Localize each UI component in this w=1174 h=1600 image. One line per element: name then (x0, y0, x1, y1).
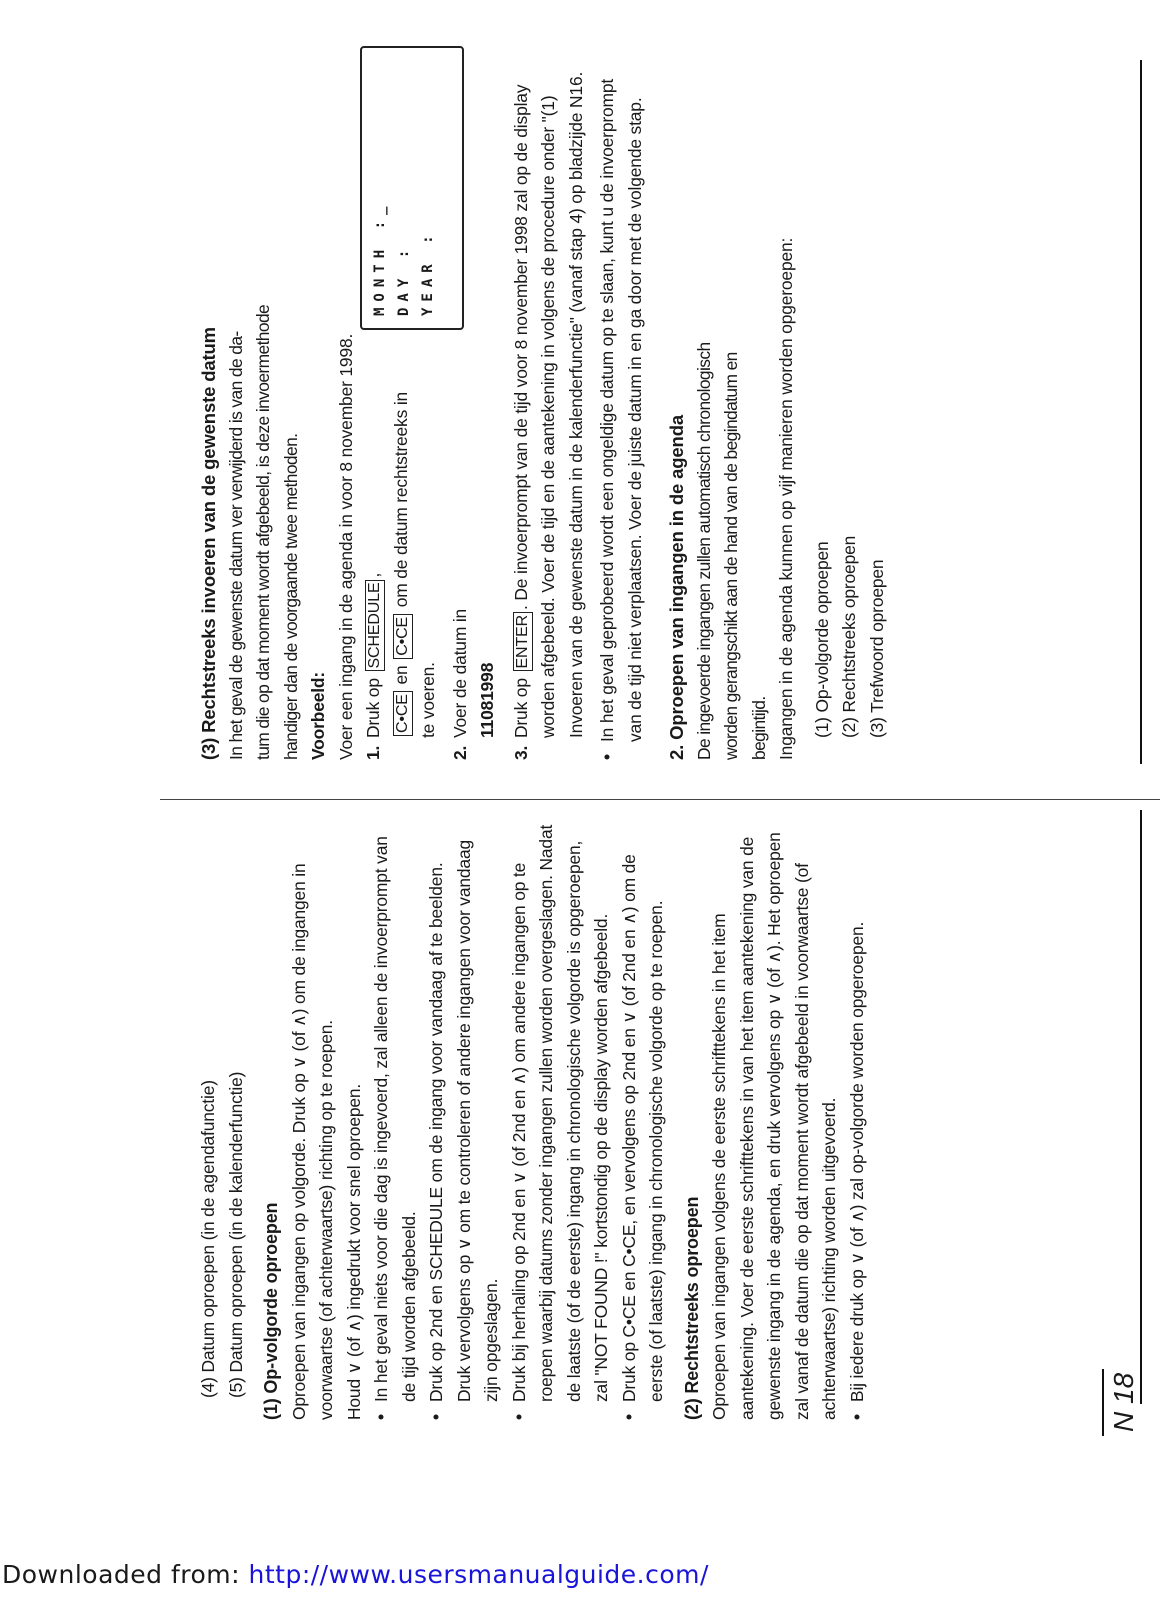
enter-key: ENTER (513, 612, 533, 671)
step-1-number: 1. (363, 745, 383, 760)
bullet-today: • Druk op 2nd en SCHEDULE om de ingang voor vandaag af te beelden. Druk vervolgens op ∨ om te controleren of andere ingangen voor vandaag zijn opgeslagen. (423, 824, 506, 1420)
section-2-line-2: worden gerangschikt aan de hand van de begindatum en (721, 352, 741, 760)
lcd-day-line: DAY : (396, 243, 412, 316)
cce-key-2: C•CE (393, 614, 413, 659)
method-list-a (809, 60, 892, 760)
subsection-2-heading: (2) Rechtstreeks oproepen (681, 1196, 702, 1420)
subsection-1-hold-text: Houd ∨ (of ∧) ingedrukt voor snel oproepen. (343, 1083, 364, 1420)
step-1-text-c: en (390, 665, 411, 685)
step-3-number: 3. (510, 745, 531, 760)
section-2-heading: 2. Oproepen van ingangen in de agenda (666, 415, 687, 760)
column-rule-right (1140, 810, 1142, 1404)
lcd-display (360, 46, 464, 330)
step-2-date-value: 11081998 (477, 662, 497, 738)
bullet-icon: • (597, 754, 617, 760)
bullet-each-press: • Bij iedere druk op ∨ (of ∧) zal op-volgorde worden opgeroepen. (844, 824, 872, 1420)
page-number: N 18 (1108, 1372, 1139, 1432)
bullet-invalid-date (594, 60, 649, 760)
subsection-1-paragraph: Oproepen van ingangen op volgorde. Druk op ∨ (of ∧) om de ingangen in voorwaartse (of achterwaartse) richting op te roepen. (288, 863, 336, 1420)
column-rule-left (1140, 60, 1142, 764)
schedule-key: SCHEDULE (365, 580, 385, 672)
bullet-today-text: Druk op 2nd en SCHEDULE om de ingang voor vandaag af te beelden. Druk vervolgens op ∨ om te controleren of andere ingangen voor vandaag zijn opgeslagen. (426, 840, 501, 1402)
step-1-text-d: om de datum rechtstreeks in te voeren. (390, 391, 438, 738)
step-2 (447, 380, 502, 760)
center-fold-line (160, 799, 1160, 800)
step-2-number: 2. (449, 745, 470, 760)
bullet-repeat-text: Druk bij herhaling op 2nd en ∨ (of 2nd en ∧) om andere ingangen op te roepen waarbij datums zonder ingangen zullen worden overgeslagen. Nadat de laatste (of de eerste) ingang in chronologische volgorde is opgeroepen, zal "NOT FOUND !" kortstondig op de display worden afgebeeld. (508, 824, 611, 1402)
bullet-first-last-text: Druk op C•CE en C•CE, en vervolgens op 2nd en ∨ (of 2nd en ∧) om de eerste (of laatste) ingang in chronologische volgorde op te roepen. (618, 854, 666, 1402)
step-3-text-b: . De invoerprompt van de tijd voor 8 november 1998 zal op de display worden afgebeeld. Voer de tijd en de aantekening in volgens de procedure onder "(1) Invoeren van de gewenste datum in de kalenderfunctie" (vanaf stap 4) op bladzijde N16. (510, 71, 586, 738)
method-item-5: (5) Datum oproepen (in de kalenderfunctie) (225, 1071, 246, 1398)
footer-label: Downloaded from: (2, 1560, 249, 1589)
example-label: Voorbeeld: (308, 671, 328, 760)
bullet-nothing-entered: • In het geval niets voor die dag is ingevoerd, zal alleen de invoerprompt van de tijd worden afgebeeld. (368, 824, 423, 1420)
method-item-4: (4) Datum oproepen (in de agendafunctie) (198, 1080, 218, 1398)
footer-link[interactable]: http://www.usersmanualguide.com/ (248, 1560, 709, 1589)
method-item-3: (3) Trefwoord oproepen (866, 559, 887, 738)
section-heading-direct-entry: (3) Rechtstreeks invoeren van de gewenste datum (198, 327, 219, 760)
subsection-2-paragraph: Oproepen van ingangen volgens de eerste schrifttekens in het item aantekening. Voer de eerste schrifttekens in van het item aantekening van de gewenste ingang in de agenda, en druk vervolgens op ∨ (of ∧). Het oproepen zal vanaf de datum die op dat moment wordt afgebeeld in voorwaartse (of achterwaartse) richting worden uitgevoerd. (709, 832, 839, 1420)
left-column (195, 60, 891, 760)
subsection-1-heading: (1) Op-volgorde oproepen (261, 1202, 281, 1420)
step-2-text: Voer de datum in (449, 608, 470, 738)
method-item-1: (1) Op-volgorde oproepen (811, 541, 832, 738)
cce-key-1: C•CE (393, 691, 413, 736)
bullet-repeat: • Druk bij herhaling op 2nd en ∨ (of 2nd en ∧) om andere ingangen op te roepen waarbij datums zonder ingangen zullen worden overgeslagen. Nadat de laatste (of de eerste) ingang in chronologische volgorde is opgeroepen, zal "NOT FOUND !" kortstondig op de display worden afgebeeld. (506, 824, 616, 1420)
method-item-2: (2) Rechtstreeks oproepen (839, 535, 859, 738)
right-column (195, 824, 871, 1420)
intro-line-2: tum die op dat moment wordt afgebeeld, is deze invoermethode (253, 304, 273, 760)
step-1-text-a: Druk op (363, 678, 383, 738)
download-footer (2, 1560, 709, 1589)
bullet-nothing-entered-text: In het geval niets voor die dag is ingevoerd, zal alleen de invoerprompt van de tijd worden afgebeeld. (371, 836, 419, 1402)
step-1 (360, 380, 443, 760)
section-2-line-3: begintijd. (748, 696, 769, 760)
lcd-month-line: MONTH :_ (372, 200, 388, 316)
example-text: Voer een ingang in de agenda in voor 8 november 1998. (335, 333, 356, 760)
section-2-line-1: De ingevoerde ingangen zullen automatisch chronologisch (693, 342, 714, 760)
section-2-paragraph-2: Ingangen in de agenda kunnen op vijf manieren worden opgeroepen: (776, 237, 796, 760)
intro-line-3: handiger dan de voorgaande twee methoden. (280, 433, 301, 760)
lcd-year-line: YEAR : (420, 229, 436, 316)
intro-line-1: In het geval de gewenste datum ver verwijderd is van de da- (225, 331, 246, 760)
step-list (360, 60, 590, 760)
step-1-text-b: , (363, 572, 383, 578)
bullet-first-last: • Druk op C•CE en C•CE, en vervolgens op 2nd en ∨ (of 2nd en ∧) om de eerste (of laatste) ingang in chronologische volgorde op te roepen. (616, 824, 671, 1420)
bullet-invalid-date-text: In het geval geprobeerd wordt een ongeldige datum op te slaan, kunt u de invoerprompt van de tijd niet verplaatsen. Voer de juiste datum in en ga door met de volgende stap. (597, 78, 645, 742)
bullet-each-press-text: Bij iedere druk op ∨ (of ∧) zal op-volgorde worden opgeroepen. (846, 921, 867, 1402)
step-3-text-a: Druk op (510, 678, 531, 738)
step-3 (508, 60, 591, 760)
